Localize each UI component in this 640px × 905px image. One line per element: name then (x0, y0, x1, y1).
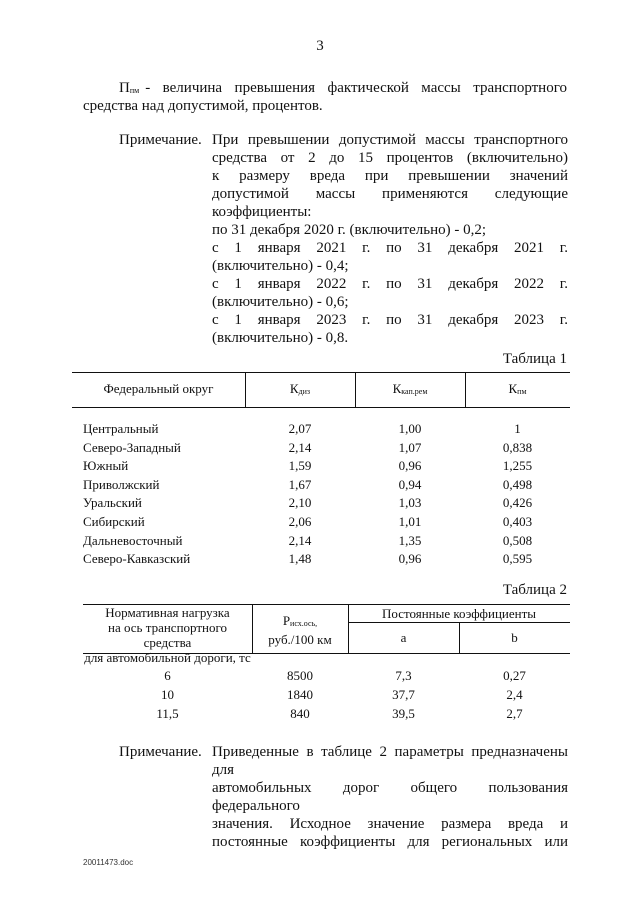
table1-header-k-pm: Кпм (508, 381, 527, 396)
note1-line: средства от 2 до 15 процентов (включительно) (212, 150, 568, 166)
table1-cell-district: Приволжский (83, 477, 160, 492)
table2-header-p: Рисх.ось, руб./100 км (268, 613, 332, 647)
table1-cell-district: Сибирский (83, 514, 145, 529)
table1-cell-k-diz: 1,59 (288, 458, 312, 473)
note1-line: коэффициенты: (212, 204, 312, 220)
note1-body (212, 131, 568, 347)
table1-header-k-diz: Кдиз (289, 381, 311, 396)
table1-caption: Таблица 1 (502, 351, 567, 367)
table1-cell-k-kap: 1,35 (398, 533, 422, 548)
table1-cell-k-pm: 0,838 (502, 440, 533, 455)
table2-header-b: b (511, 630, 518, 645)
note1-label: Примечание. (119, 132, 202, 148)
note1-line: При превышении допустимой массы транспортного (212, 132, 568, 148)
table1-cell-k-diz: 1,67 (288, 477, 312, 492)
note2-line: постоянные коэффициенты для региональных или (212, 834, 568, 850)
table1-cell-k-diz: 2,14 (288, 440, 312, 455)
note1-line: (включительно) - 0,4; (212, 258, 349, 274)
table1-cell-k-kap: 1,01 (398, 514, 422, 529)
table1-cell-district: Северо-Западный (83, 440, 181, 455)
table1-cell-k-pm: 0,403 (502, 514, 533, 529)
table1-cell-k-kap: 0,94 (398, 477, 422, 492)
footer-filename: 20011473.doc (83, 858, 134, 867)
note1-line: (включительно) - 0,6; (212, 294, 349, 310)
note2-line: автомобильных дорог общего пользования федерального (212, 780, 568, 814)
table2-header-group: Постоянные коэффициенты (382, 606, 536, 621)
table1-cell-k-kap: 1,00 (398, 421, 422, 436)
note1-line: к размеру вреда при превышении значений (212, 168, 568, 184)
table1-top-rule (72, 372, 570, 373)
note1-line: (включительно) - 0,8. (212, 330, 349, 346)
page-number: 3 (316, 38, 324, 54)
table1-cell-district: Дальневосточный (83, 533, 183, 548)
table2-cell-p: 8500 (287, 668, 313, 683)
note2-line: Приведенные в таблице 2 параметры предназначены для (212, 744, 568, 778)
table1-cell-district: Южный (83, 458, 129, 473)
table2-cell-load: 6 (164, 668, 171, 683)
table1-cell-k-diz: 2,07 (288, 421, 312, 436)
table2-cell-a: 37,7 (392, 687, 415, 702)
note1-line: допустимой массы применяются следующие (212, 186, 568, 202)
table1-cell-k-diz: 2,14 (288, 533, 312, 548)
table2-cell-b: 2,4 (506, 687, 523, 702)
table1-cell-k-pm: 0,508 (502, 533, 533, 548)
definition-line-2: средства над допустимой, процентов. (83, 98, 323, 114)
table1-header-k-kap: Ккап.рем (392, 381, 428, 396)
table1-cell-district: Северо-Кавказский (83, 551, 191, 566)
table2-cell-load: 11,5 (156, 706, 179, 721)
note2-line: значения. Исходное значение размера вреда и (212, 816, 568, 832)
table1-cell-k-kap: 1,07 (398, 440, 422, 455)
table1-cell-k-diz: 2,06 (288, 514, 312, 529)
table2-cell-b: 0,27 (503, 668, 526, 683)
table1-cell-district: Центральный (83, 421, 159, 436)
table1-header-rule (72, 407, 570, 408)
table1-cell-k-pm: 1 (514, 421, 521, 436)
table2-cell-p: 840 (290, 706, 310, 721)
table2-cell-p: 1840 (287, 687, 313, 702)
table1-header-district: Федеральный округ (103, 381, 214, 396)
table1-cell-district: Уральский (83, 495, 142, 510)
note2-body (212, 743, 568, 851)
note2-label: Примечание. (119, 744, 202, 760)
table1-cell-k-pm: 1,255 (502, 458, 533, 473)
table2-caption: Таблица 2 (502, 582, 567, 598)
table2-cell-a: 39,5 (392, 706, 415, 721)
table1-cell-k-pm: 0,595 (502, 551, 533, 566)
definition-text: - величина превышения фактической массы транспортного (145, 80, 567, 96)
note1-line: по 31 декабря 2020 г. (включительно) - 0,2; (212, 222, 487, 238)
table2-header-load: Нормативная нагрузка на ось транспортного средства для автомобильной дороги, тс (84, 605, 251, 665)
table1-cell-k-diz: 1,48 (288, 551, 312, 566)
note1-line: с 1 января 2021 г. по 31 декабря 2021 г. (212, 240, 568, 256)
table1-cell-k-kap: 0,96 (398, 551, 422, 566)
table1-cell-k-kap: 1,03 (398, 495, 422, 510)
table1-cell-k-kap: 0,96 (398, 458, 422, 473)
table2-cell-b: 2,7 (506, 706, 523, 721)
table2-cell-load: 10 (161, 687, 174, 702)
table1-cell-k-pm: 0,426 (502, 495, 533, 510)
definition-symbol: Ппм (119, 80, 140, 96)
table2-cell-a: 7,3 (395, 668, 412, 683)
note1-line: с 1 января 2023 г. по 31 декабря 2023 г. (212, 312, 568, 328)
table1-cell-k-diz: 2,10 (288, 495, 312, 510)
table1-cell-k-pm: 0,498 (502, 477, 533, 492)
table2-header-a: a (400, 630, 407, 645)
note1-line: с 1 января 2022 г. по 31 декабря 2022 г. (212, 276, 568, 292)
